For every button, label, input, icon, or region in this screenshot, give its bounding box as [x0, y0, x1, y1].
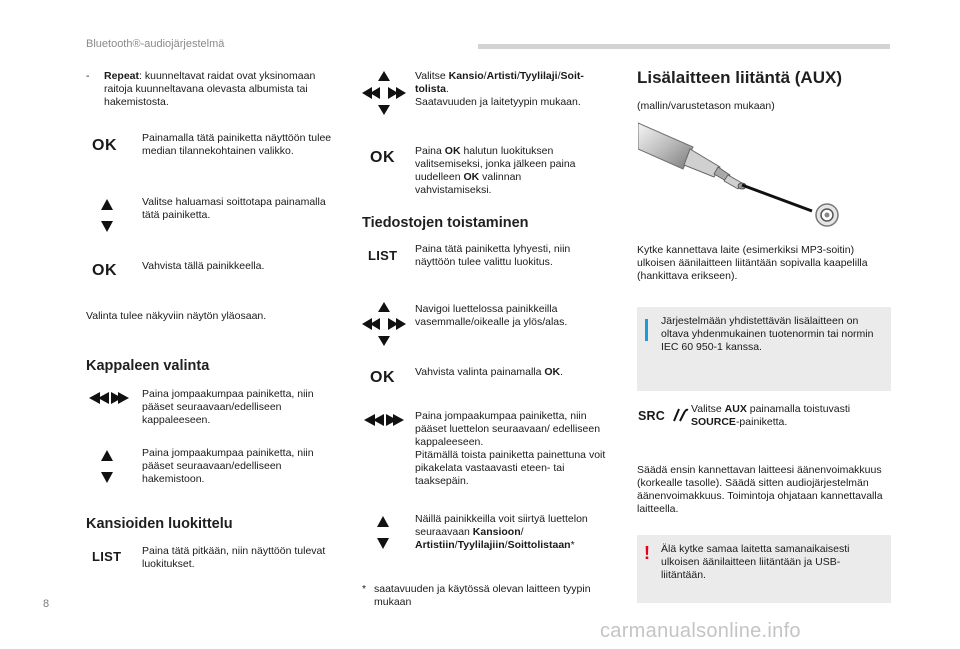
- volume-text: Säädä ensin kannettavan laitteesi äänenvoimakkuus (korkealle tasolle). Säädä sitten audiojärjestelmän äänenvoimakkuus. Toimintoja ohjataan kannettavalla laitteella.: [637, 464, 883, 515]
- list-dash: -: [86, 70, 90, 82]
- page-number: 8: [43, 598, 50, 610]
- track-selection-heading: Kappaleen valinta: [86, 358, 210, 374]
- ok-button-icon: OK: [92, 137, 117, 154]
- header-rule: [478, 44, 890, 49]
- ud-list-text: Näillä painikkeilla voit siirtyä luettelon seuraavaan Kansioon/ Artistiin/Tyylilajiin/Soittolistaan*: [415, 513, 588, 551]
- warning-icon: !: [644, 543, 650, 563]
- list-button-icon: LIST: [368, 248, 398, 263]
- list-button-icon: LIST: [92, 549, 122, 564]
- warning-note-text: Älä kytke samaa laitetta samanaikaisesti ulkoisen äänilaitteen liitäntään ja USB-liitäntään.: [661, 543, 850, 581]
- left-right-arrows-icon: [89, 392, 129, 404]
- up-down-arrows-icon: [100, 450, 114, 484]
- src-select-text: Valitse AUX painamalla toistuvasti SOURCE-painiketta.: [691, 403, 851, 428]
- ok-button-icon: OK: [370, 149, 395, 166]
- watermark: carmanualsonline.info: [600, 620, 801, 642]
- four-way-arrows-icon: [362, 71, 406, 115]
- track-lr-text: Paina jompaakumpaa painiketta, niin pääset seuraavaan/edelliseen kappaleeseen.: [142, 388, 314, 426]
- repeat-item: [86, 70, 344, 109]
- list-short-text: Paina tätä painiketta lyhyesti, niin näyttöön tulee valittu luokitus.: [415, 243, 571, 268]
- left-right-arrows-icon: [364, 414, 404, 426]
- ok-button-icon: OK: [370, 369, 395, 386]
- ok-select-category-text: Paina OK halutun luokituksen valitsemiseksi, jonka jälkeen paina uudelleen OK valinnan vahvistamiseksi.: [415, 145, 576, 196]
- navigate-text: Navigoi luettelossa painikkeilla vasemmalle/oikealle ja ylös/alas.: [415, 303, 568, 328]
- up-down-arrows-icon: [100, 199, 114, 233]
- select-category-text: Valitse Kansio/Artisti/Tyylilaji/Soit-tolista. Saatavuuden ja laitetyypin mukaan.: [415, 70, 584, 108]
- src-button-icon: SRC: [638, 408, 689, 423]
- info-note-box: [637, 307, 891, 391]
- confirm-selection-text: Vahvista valinta painamalla OK.: [415, 366, 564, 378]
- footnote: * saatavuuden ja käytössä olevan laitteen tyypin mukaan: [362, 583, 591, 608]
- info-note-text: Järjestelmään yhdistettävän lisälaitteen on oltava yhdenmukainen tuotenormin tai normin IEC 60 950-1 kanssa.: [661, 315, 874, 353]
- aux-cable-jack-illustration: [638, 121, 843, 231]
- select-mode-text: Valitse haluamasi soittotapa painamalla tätä painiketta.: [142, 196, 326, 221]
- repeat-desc: : kuunneltavat raidat ovat yksinomaan raitoja kuunneltavana olevasta albumista tai hakemistosta.: [104, 70, 316, 108]
- running-header: Bluetooth®-audiojärjestelmä: [86, 38, 225, 50]
- track-ud-text: Paina jompaakumpaa painiketta, niin pääset seuraavaan/edelliseen hakemistoon.: [142, 447, 314, 485]
- folder-sort-heading: Kansioiden luokittelu: [86, 516, 233, 532]
- up-down-arrows-icon: [376, 516, 390, 550]
- four-way-arrows-icon: [362, 302, 406, 346]
- connect-text: Kytke kannettava laite (esimerkiksi MP3-soitin) ulkoisen äänilaitteen liitäntään sopivalla kaapelilla (hankittava erikseen).: [637, 244, 868, 282]
- warning-note-box: [637, 535, 891, 603]
- repeat-label: Repeat: [104, 70, 140, 82]
- info-icon: [645, 319, 648, 341]
- lr-skip-text: Paina jompaakumpaa painiketta, niin pääset luettelon seuraavaan/ edelliseen kappaleeseen. Pitämällä toista painiketta painettuna voit pikakelata vastaavasti eteen- tai taaksepäin.: [415, 410, 606, 487]
- file-playback-heading: Tiedostojen toistaminen: [362, 215, 529, 231]
- aux-heading: Lisälaitteen liitäntä (AUX): [637, 68, 842, 87]
- aux-subheading: (mallin/varustetason mukaan): [637, 100, 775, 112]
- ok-button-icon: OK: [92, 262, 117, 279]
- selection-shown-text: Valinta tulee näkyviin näytön yläosaan.: [86, 310, 267, 322]
- ok-press-text: Painamalla tätä painiketta näyttöön tulee median tilannekohtainen valikko.: [142, 132, 332, 157]
- list-long-text: Paina tätä pitkään, niin näyttöön tulevat luokitukset.: [142, 545, 326, 570]
- confirm-text: Vahvista tällä painikkeella.: [142, 260, 265, 272]
